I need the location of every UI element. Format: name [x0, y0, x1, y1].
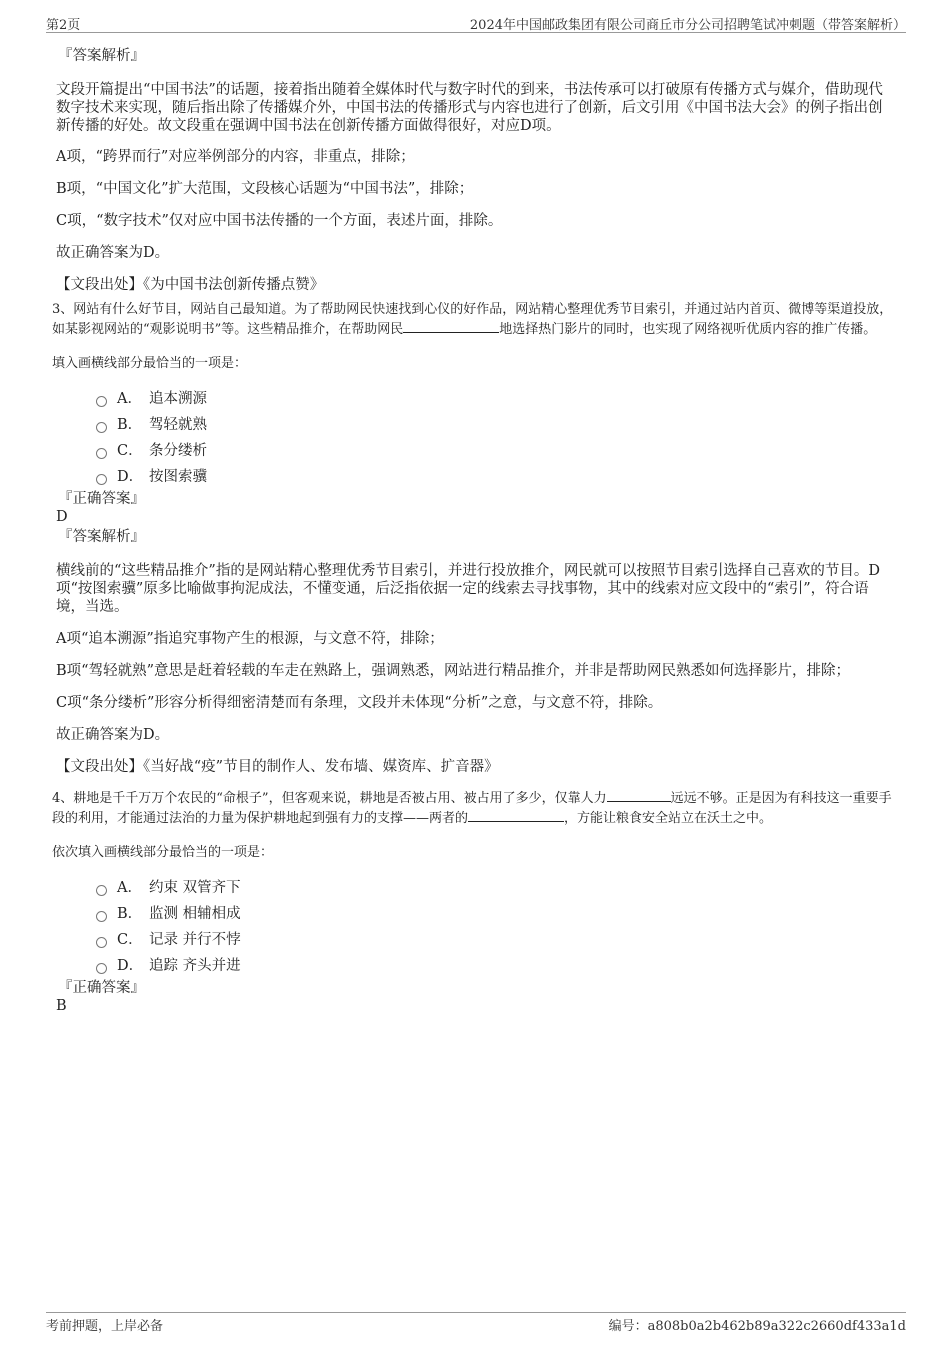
- option-a[interactable]: A． 追本溯源: [96, 386, 896, 412]
- analysis-option-b: B项“驾轻就熟”意思是赶着轻载的车走在熟路上，强调熟悉，网站进行精品推介，并非是帮助网民熟悉如何选择影片，排除；: [56, 663, 850, 679]
- answer-label: 『正确答案』: [58, 491, 145, 507]
- radio-icon[interactable]: [96, 396, 107, 407]
- source-citation: 【文段出处】《当好战“疫”节目的制作人、发布墙、媒资库、扩音器》: [56, 759, 499, 775]
- answer-label: 『正确答案』: [58, 980, 145, 996]
- analysis-paragraph: 横线前的“这些精品推介”指的是网站精心整理优秀节目索引，并进行投放推介，网民就可以按照节目索引选择自己喜欢的节目。D项“按图索骥”原多比喻做事拘泥成法，不懂变通，后泛指依据一定的线索去寻找事物，其中的线索对应文段中的“索引”，符合语境，当选。: [56, 563, 880, 615]
- page-footer: [46, 1312, 906, 1334]
- document-title: 2024年中国邮政集团有限公司商丘市分公司招聘笔试冲刺题（带答案解析）: [469, 18, 906, 33]
- analysis-option-c: C项“条分缕析”形容分析得细密清楚而有条理，文段并未体现“分析”之意，与文意不符，排除。: [56, 695, 663, 711]
- analysis-label: 『答案解析』: [58, 529, 145, 545]
- analysis-option-a: A项“追本溯源”指追究事物产生的根源，与文意不符，排除；: [56, 631, 444, 647]
- document-body: [52, 47, 896, 1015]
- option-b[interactable]: B． 监测 相辅相成: [96, 901, 896, 927]
- option-d[interactable]: D． 按图索骥: [96, 464, 896, 490]
- fill-blank: [403, 320, 499, 333]
- question-4-options: [96, 875, 896, 979]
- option-a[interactable]: A． 约束 双管齐下: [96, 875, 896, 901]
- analysis-option-c: C项，“数字技术”仅对应中国书法传播的一个方面，表述片面，排除。: [56, 213, 503, 229]
- question-3-options: [96, 386, 896, 490]
- analysis-conclusion: 故正确答案为D。: [56, 727, 170, 743]
- answer-value: D: [56, 509, 68, 525]
- radio-icon[interactable]: [96, 422, 107, 433]
- document-id: 编号：a808b0a2b462b89a322c2660df433a1d: [608, 1319, 906, 1334]
- analysis-paragraph: 文段开篇提出“中国书法”的话题，接着指出随着全媒体时代与数字时代的到来，书法传承可以打破原有传播方式与媒介，借助现代数字技术来实现，随后指出除了传播媒介外，中国书法的传播形式与内容也进行了创新，后文引用《中国书法大会》的例子指出创新传播的好处。故文段重在强调中国书法在创新传播方面做得很好，对应D项。: [56, 82, 883, 134]
- option-d[interactable]: D． 追踪 齐头并进: [96, 953, 896, 979]
- analysis-label: 『答案解析』: [58, 48, 145, 64]
- radio-icon[interactable]: [96, 474, 107, 485]
- radio-icon[interactable]: [96, 885, 107, 896]
- source-citation: 【文段出处】《为中国书法创新传播点赞》: [56, 277, 325, 293]
- radio-icon[interactable]: [96, 963, 107, 974]
- fill-blank: [468, 809, 564, 822]
- question-3-text: 3、网站有什么好节目，网站自己最知道。为了帮助网民快速找到心仪的好作品，网站精心整理优秀节目索引，并通过站内首页、微博等渠道投放，如某影视网站的“观影说明书”等。这些精品推介，在帮助网民 地选择热门影片的同时，也实现了网络视听优质内容的推广传播。: [52, 302, 893, 337]
- question-4-text: 4、耕地是千千万万个农民的“命根子”，但客观来说，耕地是否被占用、被占用了多少，仅靠人力 远远不够。正是因为有科技这一重要手段的利用，才能通过法治的力量为保护耕地起到强有力的支撑——两者的 ，方能让粮食安全站立在沃土之中。: [52, 791, 892, 826]
- answer-value: B: [56, 998, 67, 1014]
- option-b[interactable]: B． 驾轻就熟: [96, 412, 896, 438]
- page-header: [46, 14, 906, 33]
- analysis-option-b: B项，“中国文化”扩大范围，文段核心话题为“中国书法”，排除；: [56, 181, 474, 197]
- question-4-prompt: 依次填入画横线部分最恰当的一项是：: [52, 845, 274, 860]
- analysis-conclusion: 故正确答案为D。: [56, 245, 170, 261]
- question-3-prompt: 填入画横线部分最恰当的一项是：: [52, 356, 248, 371]
- radio-icon[interactable]: [96, 911, 107, 922]
- option-c[interactable]: C． 条分缕析: [96, 438, 896, 464]
- analysis-option-a: A项，“跨界而行”对应举例部分的内容，非重点，排除；: [56, 149, 415, 165]
- radio-icon[interactable]: [96, 448, 107, 459]
- page-number: 第2页: [46, 18, 81, 33]
- radio-icon[interactable]: [96, 937, 107, 948]
- footer-slogan: 考前押题，上岸必备: [46, 1319, 164, 1334]
- option-c[interactable]: C． 记录 并行不悖: [96, 927, 896, 953]
- fill-blank: [607, 789, 671, 802]
